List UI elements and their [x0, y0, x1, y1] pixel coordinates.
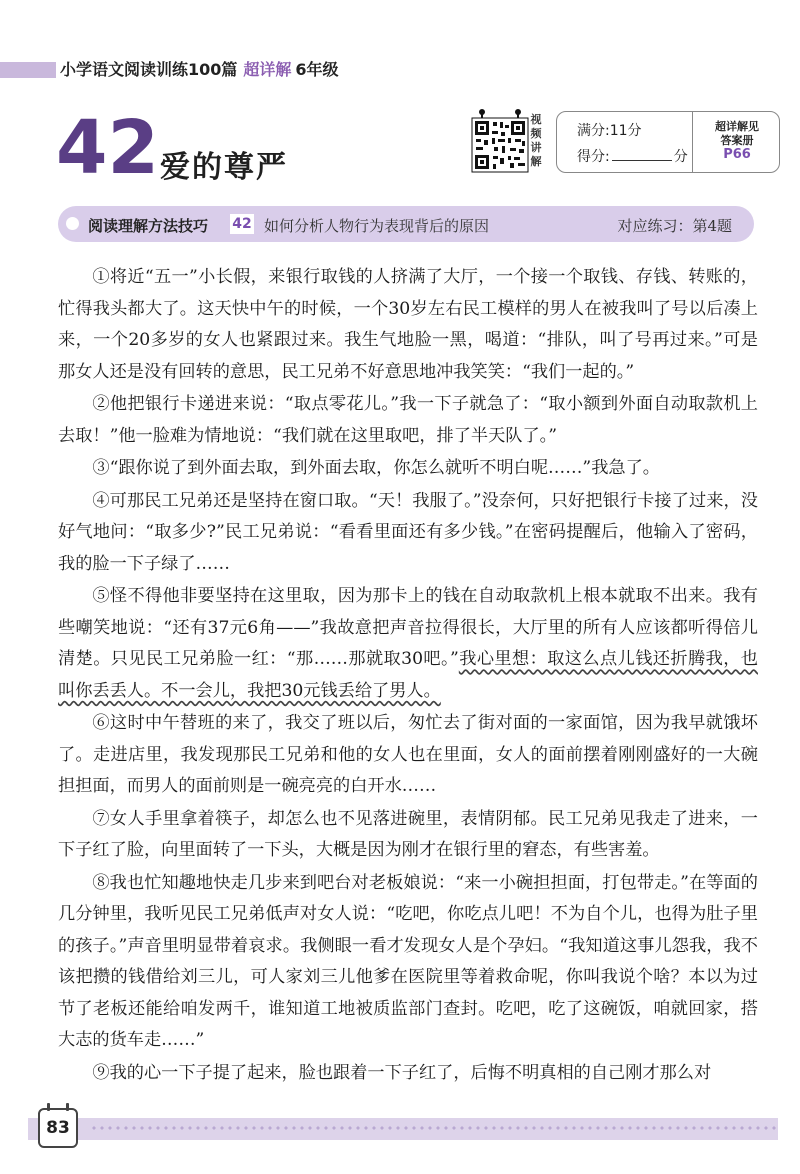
paragraph-7: ⑦女人手里拿着筷子，却怎么也不见落进碗里，表情阴郁。民工兄弟见我走了进来，一下子红了脸，向里面转了一下头，大概是因为刚才在银行里的窘态，有些害羞。: [58, 808, 758, 860]
paragraph-3: ③“跟你说了到外面去取，到外面去取，你怎么就听不明白呢……”我急了。: [92, 458, 660, 478]
series-header: [60, 57, 339, 80]
series-title: 小学语文阅读训练100篇: [60, 60, 238, 79]
lesson-title: 爱的尊严: [160, 150, 288, 185]
qr-code-icon[interactable]: [470, 108, 530, 174]
wavy-underlined-sentence: 我心里想：取这么点儿钱还折腾我，也叫你丢丢人。不一会儿，我把30元钱丢给了男人。: [58, 649, 758, 701]
series-highlight: 超详解: [243, 60, 292, 79]
bullet-dot-icon: [66, 217, 79, 230]
paragraph-6: ⑥这时中午替班的来了，我交了班以后，匆忙去了街对面的一家面馆，因为我早就饿坏了。走进店里，我发现那民工兄弟和他的女人也在里面，女人的面前摆着刚刚盛好的一大碗担担面，而男人的面前则是一碗亮亮的白开水……: [58, 713, 758, 796]
reading-passage: [58, 262, 758, 1090]
paragraph-8: ⑧我也忙知趣地快走几步来到吧台对老板娘说：“来一小碗担担面，打包带走。”在等面的几分钟里，我听见民工兄弟低声对女人说：“吃吧，你吃点儿吧！不为自个儿，也得为肚子里的孩子。”声音里明显带着哀求。我侧眼一看才发现女人是个孕妇。“我知道这事儿怨我，我不该把攒的钱借给刘三儿，可人家刘三儿他爹在医院里等着救命呢，你叫我说个啥？本以为过节了老板还能给咱发两千，谁知道工地被质监部门查封。吃吧，吃了这碗饭，咱就回家，搭大志的货车走……”: [58, 872, 758, 1050]
page-number: 83: [46, 1118, 70, 1138]
practice-reference: 对应练习：第4题: [617, 217, 732, 235]
full-score: 满分:11分: [577, 123, 642, 139]
answer-page: P66: [723, 147, 751, 162]
paragraph-4: ④可那民工兄弟还是坚持在窗口取。“天！我服了。”没奈何，只好把银行卡接了过来，没好气地问：“取多少?”民工兄弟说：“看看里面还有多少钱。”在密码提醒后，他输入了密码，我的脸一下子绿了……: [58, 490, 758, 574]
footer-dot-pattern: [90, 1124, 780, 1134]
paragraph-2: ②他把银行卡递进来说：“取点零花儿。”我一下子就急了：“取小额到外面自动取款机上去取！”他一脸难为情地说：“我们就在这里取吧，排了半天队了。”: [58, 394, 758, 446]
score-box: [556, 111, 780, 173]
paragraph-1: ①将近“五一”小长假，来银行取钱的人挤满了大厅，一个接一个取钱、存钱、转账的，忙得我头都大了。这天快中午的时候，一个30岁左右民工模样的男人在被我叫了号以后凑上来，一个20多岁的女人也紧跟过来。我生气地脸一黑，喝道：“排队，叫了号再过来。”可是那女人还是没有回转的意思，民工兄弟不好意思地冲我笑笑：“我们一起的。”: [58, 267, 758, 382]
lesson-number: 42: [56, 105, 159, 191]
header-color-band: [0, 62, 56, 78]
paragraph-5: ⑤怪不得他非要坚持在这里取，因为那卡上的钱在自动取款机上根本就取不出来。我有些嘲笑地说：“还有37元6角——”我故意把声音拉得很长，大厅里的所有人应该都听得倍儿清楚。只见民工兄弟脸一红：“那……那就取30吧。”我心里想：取这么点儿钱还折腾我，也叫你丢丢人。不一会儿，我把30元钱丢给了男人。: [58, 586, 758, 701]
score-blank: [612, 160, 672, 161]
method-label: 阅读理解方法技巧: [88, 217, 209, 235]
answer-reference: 超详解见 答案册 P66: [695, 120, 779, 162]
score-divider: [692, 112, 693, 172]
score-field: 得分: 分: [577, 149, 688, 165]
grade-label: 6年级: [295, 60, 339, 79]
paragraph-9: ⑨我的心一下子提了起来，脸也跟着一下子红了，后悔不明真相的自己刚才那么对: [92, 1062, 712, 1083]
method-tip-banner: [58, 206, 754, 242]
calendar-page-icon: [38, 1108, 78, 1148]
method-number: 42: [230, 214, 254, 234]
method-topic: 如何分析人物行为表现背后的原因: [264, 217, 490, 235]
qr-video-label: 视 频 讲 解: [530, 113, 542, 168]
